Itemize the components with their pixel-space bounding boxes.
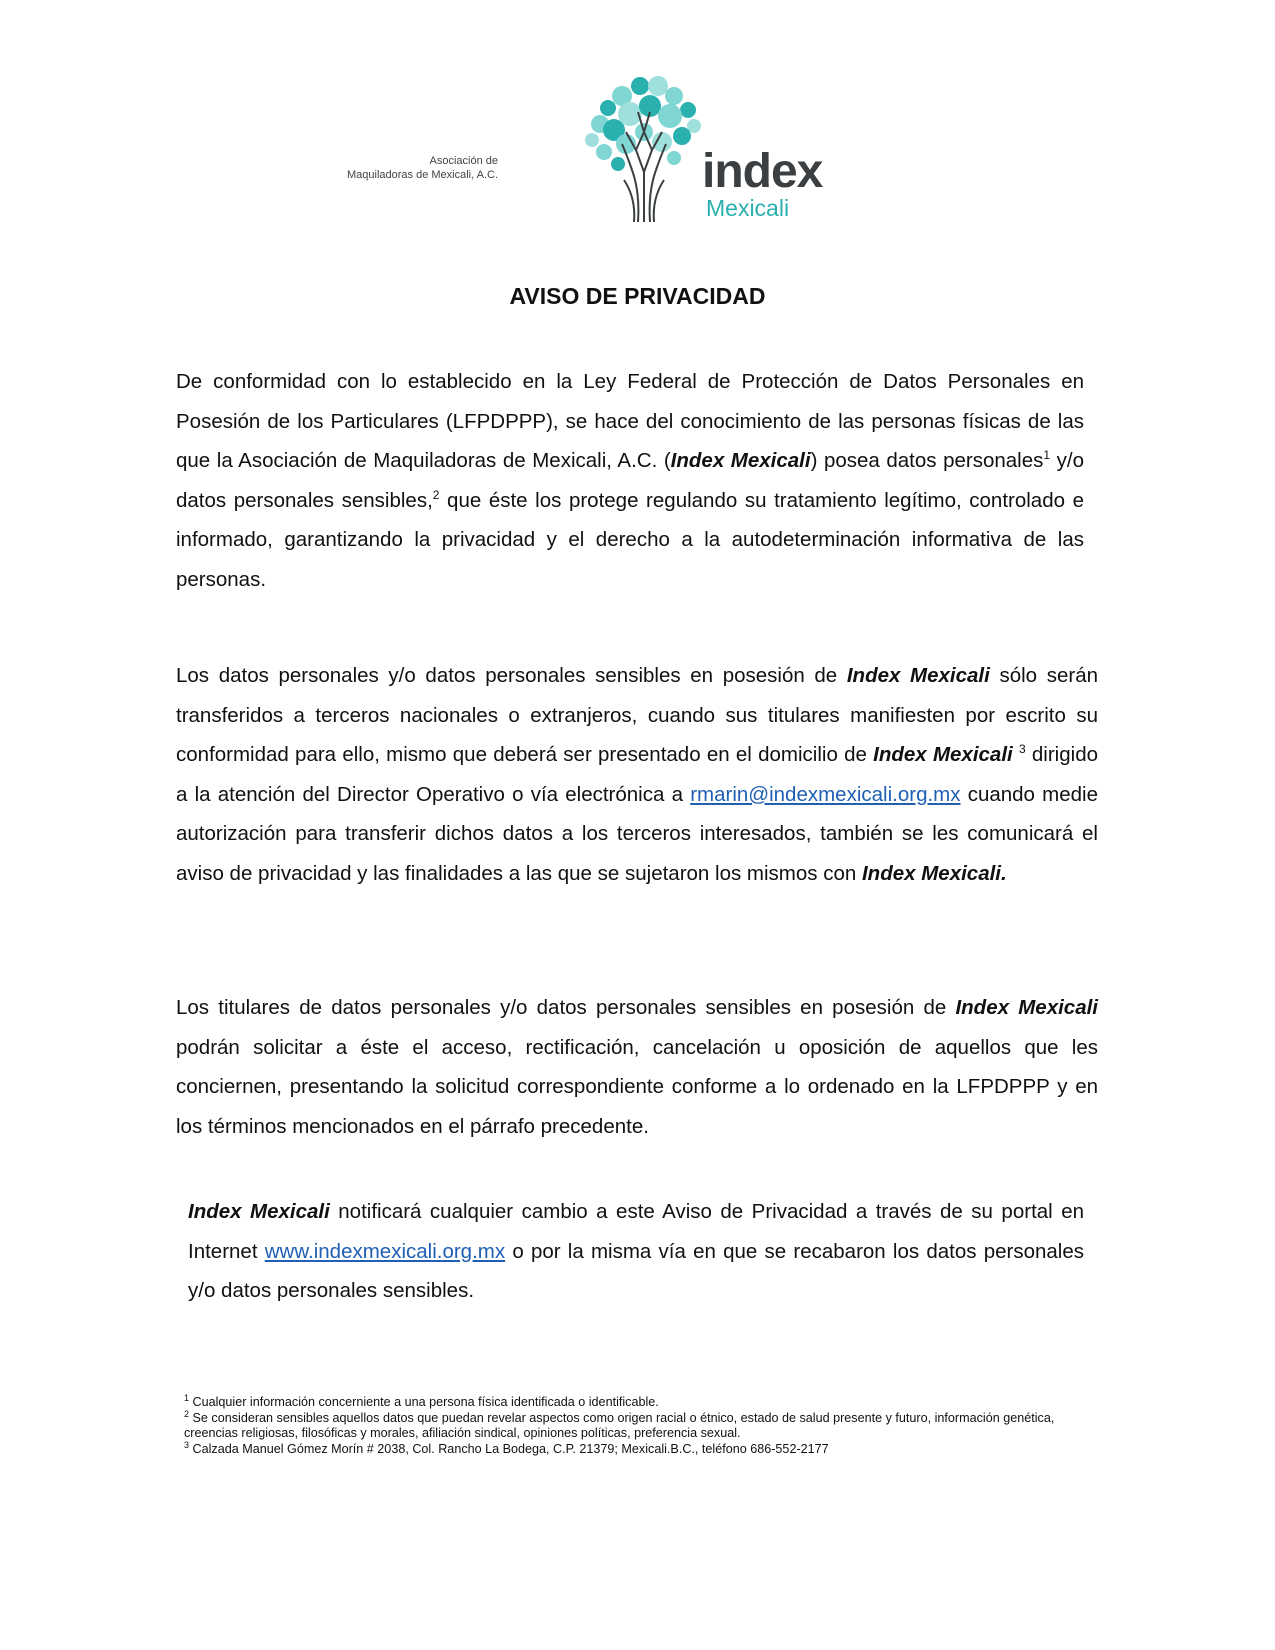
paragraph-2-text-b: sólo serán transferidos a terceros nacionales o extranjeros, cuando sus titulares manifiesten por escrito su conformidad para ello, mismo que deberá ser presentado en el domicilio de [176, 664, 1099, 766]
brand-index: index [702, 145, 823, 198]
organization-name [318, 154, 498, 182]
page-title: AVISO DE PRIVACIDAD [509, 283, 766, 309]
paragraph-2 [176, 656, 1098, 893]
footnote-ref-3[interactable]: 3 [1018, 742, 1026, 757]
footnote-text: Cualquier información concerniente a una persona física identificada o identificable. [189, 1395, 659, 1409]
footnote-number: 1 [184, 1392, 190, 1403]
organization-name-line-1: Asociación de [429, 155, 498, 167]
header-logo [346, 72, 830, 232]
paragraph-1-text-c: y/o datos personales sensibles, [176, 449, 1084, 512]
paragraph-4-text-b: o por la misma vía en que se recabaron los datos personales y/o datos personales sensibles. [188, 1239, 1084, 1302]
footnote-text: Se consideran sensibles aquellos datos que puedan revelar aspectos como origen racial o étnico, estado de salud presente y futuro, información genética, creencias religiosas, filosóficas y morales, afiliación sindical, opiniones políticas, preferencia sexual. [184, 1410, 1055, 1440]
paragraph-2-text-a: Los datos personales y/o datos personales sensibles en posesión de [176, 664, 847, 687]
paragraph-4-text-a: notificará cualquier cambio a este Aviso de Privacidad a través de su portal en Internet [188, 1200, 1084, 1263]
paragraph-1-text-a: De conformidad con lo establecido en la Ley Federal de Protección de Datos Personales en Posesión de los Particulares (LFPDPPP), se hace del conocimiento de las personas físicas de las que la Asociación de Maquiladoras de Mexicali, A.C. ( [176, 370, 1084, 472]
paragraph-3 [176, 988, 1098, 1146]
paragraph-1-text-b: ) posea datos personales [810, 449, 1044, 472]
tree-logo-icon [578, 72, 708, 232]
footnote-text: Calzada Manuel Gómez Morín # 2038, Col. Rancho La Bodega, C.P. 21379; Mexicali.B.C., teléfono 686-552-2177 [189, 1441, 829, 1456]
website-link[interactable]: www.indexmexicali.org.mx [264, 1239, 506, 1263]
brand-mention: Index Mexicali [846, 664, 990, 687]
paragraph-3-text-a: Los titulares de datos personales y/o datos personales sensibles en posesión de [176, 996, 956, 1019]
footnotes [184, 1392, 1084, 1457]
email-link[interactable]: rmarin@indexmexicali.org.mx [690, 782, 961, 806]
paragraph-2-text-c: dirigido a la atención del Director Operativo o vía electrónica a [176, 743, 1098, 806]
paragraph-3-text-b: podrán solicitar a éste el acceso, rectificación, cancelación u oposición de aquellos que les conciernen, presentando la solicitud correspondiente conforme a lo ordenado en la LFPDPPP y en los términos mencionados en el párrafo precedente. [176, 1035, 1098, 1138]
brand-mention: Index Mexicali [873, 743, 1013, 766]
footnote-2 [184, 1408, 1084, 1442]
brand-mention: Index Mexicali. [861, 861, 1007, 885]
paragraph-1-text-d: que éste los protege regulando su tratamiento legítimo, controlado e informado, garantizando la privacidad y el derecho a la autodeterminación informativa de las personas. [176, 488, 1084, 591]
paragraph-1 [176, 362, 1084, 599]
organization-name-line-2: Maquiladoras de Mexicali, A.C. [346, 169, 498, 181]
footnote-ref-1[interactable]: 1 [1043, 448, 1051, 463]
brand-mention: Index Mexicali [670, 449, 811, 472]
footnote-1 [184, 1392, 1084, 1411]
paragraph-2-text-d: cuando medie autorización para transferir dichos datos a los terceros interesados, también se les comunicará el aviso de privacidad y las finalidades a las que se sujetaron los mismos con [176, 782, 1098, 885]
brand-mexicali: Mexicali [706, 195, 790, 221]
footnote-ref-2[interactable]: 2 [432, 487, 440, 502]
brand-mention: Index Mexicali [188, 1200, 330, 1223]
footnote-number: 2 [184, 1408, 190, 1419]
brand-mention: Index Mexicali [955, 996, 1098, 1019]
paragraph-4 [188, 1192, 1084, 1311]
footnote-3 [184, 1439, 1084, 1458]
footnote-number: 3 [184, 1439, 190, 1450]
